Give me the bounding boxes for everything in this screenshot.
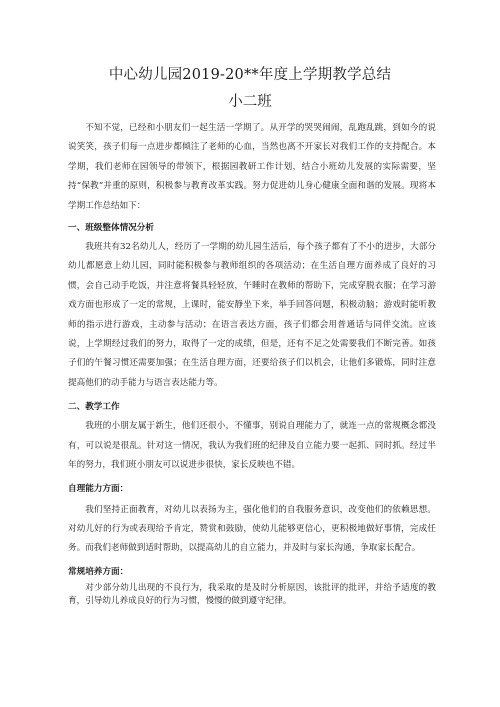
subheading-self-care: 自理能力方面： — [68, 483, 129, 494]
section-heading-teaching: 二、教学工作 — [68, 402, 120, 413]
self-care-paragraph: 我们坚持正面教育，对幼儿以表扬为主，强化他们的自我服务意识，改变他们的依赖思想。对幼儿好的行为或表现给予肯定，赞赏和鼓励，使幼儿能够更信心，更积极地做好事情，完成任务。而我们老师做到适时帮助，以提高幼儿的自立能力，并及时与家长沟通，争取家长配合。 — [68, 504, 436, 554]
document-subtitle: 小二班 — [228, 94, 272, 110]
class-analysis-paragraph: 我班共有32名幼儿人，经历了一学期的幼儿园生活后，每个孩子都有了不小的进步，大部分幼儿都愿意上幼儿园，同时能积极参与教师组织的各项活动；在生活自理方面养成了良好的习惯，会自己动手吃饭，并注意将餐具轻轻放，午睡时在教师的帮助下，完成穿脱衣服；在学习游戏方面也形成了一定的常规，上课时，能安静坐下来，举手回答问题，积极动脑；游戏时能听教师的指示进行游戏，主动参与活动；在语言表达方面，孩子们都会用普通话与同伴交流。应该说，上学期经过我们的努力，取得了一定的成绩，但是，还有不足之处需要我们不断完善。如孩子们的午餐习惯还需要加强；在生活自理方面，还要给孩子们以机会，让他们多锻炼，同时注意提高他们的动手能力与语言表达能力等。 — [68, 242, 436, 388]
subheading-routine: 常规培养方面： — [68, 566, 129, 577]
document-title: 中心幼儿园2019-20**年度上学期教学总结 — [108, 67, 392, 83]
intro-paragraph: 不知不觉，已经和小朋友们一起生活一学期了。从开学的哭哭闹闹，乱跑乱跳，到如今的说说笑笑，孩子们每一点进步都倾注了老师的心血，当然也离不开家长对我们工作的支持配合。本学期，我们老师在园领导的带领下，根据园教研工作计划，结合小班幼儿发展的实际需要，坚持“保教”并重的原则，积极参与教育改革实践。努力促进幼儿身心健康全面和谐的发展。现将本学期工作总结如下： — [68, 123, 436, 211]
section-heading-class-analysis: 一、班级整体情况分析 — [68, 223, 154, 234]
document-body — [68, 119, 436, 608]
routine-paragraph: 对少部分幼儿出现的不良行为，我采取的是及时分析原因，该批评的批评，并给予适度的教育，引导幼儿养成良好的行为习惯，慢慢的做到遵守纪律。 — [68, 582, 436, 606]
teaching-paragraph: 我班的小朋友属于新生，他们还很小，不懂事，别说自理能力了，就连一点的常规概念都没有，可以说是很乱。针对这一情况，我认为我们班的纪律及自立能力要一起抓、同时抓。经过半年的努力，我们班小朋友可以说进步很快，家长反映也不错。 — [68, 421, 436, 471]
